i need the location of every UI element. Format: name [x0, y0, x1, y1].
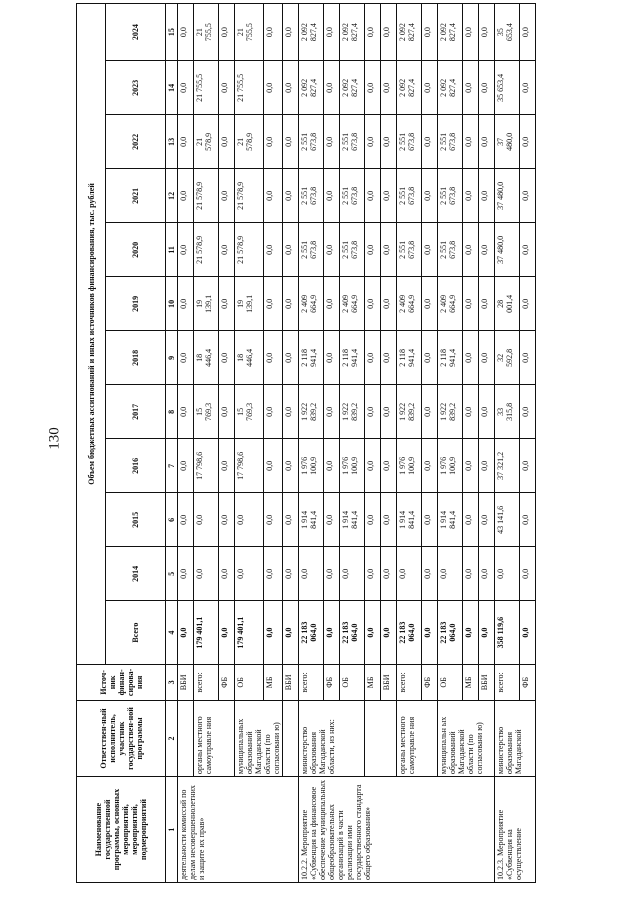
year-value-cell: 0,0 — [219, 169, 235, 223]
year-value-cell: 33 315,8 — [495, 385, 520, 439]
year-value-cell: 0,0 — [381, 331, 397, 385]
year-value-cell: 2 092 827,4 — [299, 4, 324, 61]
year-value-cell: 0,0 — [381, 439, 397, 493]
total-cell: 0,0 — [381, 601, 397, 665]
year-value-cell: 0,0 — [381, 277, 397, 331]
year-value-cell: 0,0 — [235, 547, 264, 601]
year-value-cell: 0,0 — [264, 223, 283, 277]
table-row — [495, 4, 520, 883]
year-header: 2022 — [106, 115, 166, 169]
year-value-cell: 0,0 — [324, 493, 340, 547]
year-value-cell: 21 578,9 — [194, 115, 219, 169]
column-index: 3 — [166, 664, 178, 700]
year-value-cell: 0,0 — [479, 115, 495, 169]
column-index: 15 — [166, 4, 178, 61]
year-value-cell: 0,0 — [219, 223, 235, 277]
year-value-cell: 1 922 839,2 — [299, 385, 324, 439]
year-value-cell: 2 409 664,9 — [438, 277, 463, 331]
year-value-cell: 1 914 841,4 — [438, 493, 463, 547]
col-resp-header: Ответствен-ный исполнитель, участник государствен-ной программы — [77, 700, 166, 776]
year-value-cell: 2 118 941,4 — [340, 331, 365, 385]
total-cell: 0,0 — [324, 601, 340, 665]
responsible-cell — [283, 700, 299, 776]
year-value-cell: 0,0 — [324, 439, 340, 493]
year-value-cell: 0,0 — [219, 277, 235, 331]
source-cell: ФБ — [520, 664, 536, 700]
total-cell: 0,0 — [422, 601, 438, 665]
year-value-cell: 35 653,4 — [495, 61, 520, 115]
year-value-cell: 0,0 — [264, 115, 283, 169]
year-value-cell: 0,0 — [283, 223, 299, 277]
year-value-cell: 0,0 — [264, 61, 283, 115]
table-row — [365, 4, 381, 883]
column-index: 10 — [166, 277, 178, 331]
column-index: 11 — [166, 223, 178, 277]
year-value-cell: 0,0 — [283, 385, 299, 439]
year-value-cell: 0,0 — [463, 385, 479, 439]
year-header: 2015 — [106, 493, 166, 547]
year-value-cell: 0,0 — [520, 115, 536, 169]
year-value-cell: 2 118 941,4 — [397, 331, 422, 385]
year-value-cell: 0,0 — [264, 439, 283, 493]
year-value-cell: 0,0 — [178, 115, 194, 169]
year-value-cell: 2 551 673,8 — [340, 223, 365, 277]
source-cell: всего: — [194, 664, 219, 700]
year-value-cell: 0,0 — [463, 547, 479, 601]
total-cell: 0,0 — [264, 601, 283, 665]
year-value-cell: 17 798,6 — [194, 439, 219, 493]
table-row — [194, 4, 219, 883]
year-value-cell: 17 798,6 — [235, 439, 264, 493]
total-cell: 22 183 064,0 — [438, 601, 463, 665]
source-cell: ФБ — [324, 664, 340, 700]
year-value-cell: 0,0 — [520, 439, 536, 493]
table-row — [235, 4, 264, 883]
year-value-cell: 0,0 — [479, 277, 495, 331]
column-index: 9 — [166, 331, 178, 385]
year-value-cell: 0,0 — [463, 277, 479, 331]
year-value-cell: 0,0 — [365, 331, 381, 385]
year-value-cell: 0,0 — [397, 547, 422, 601]
year-value-cell: 1 914 841,4 — [397, 493, 422, 547]
year-value-cell: 2 409 664,9 — [340, 277, 365, 331]
year-value-cell: 0,0 — [365, 223, 381, 277]
year-value-cell: 1 914 841,4 — [299, 493, 324, 547]
year-value-cell: 0,0 — [283, 277, 299, 331]
year-value-cell: 0,0 — [479, 385, 495, 439]
year-value-cell: 0,0 — [219, 115, 235, 169]
year-value-cell: 0,0 — [324, 115, 340, 169]
source-cell: МБ — [365, 664, 381, 700]
year-value-cell: 1 922 839,2 — [340, 385, 365, 439]
year-value-cell: 21 578,9 — [235, 115, 264, 169]
responsible-cell: министерство образования Магаданской — [495, 700, 536, 776]
year-value-cell: 37 480,0 — [495, 115, 520, 169]
year-value-cell: 0,0 — [324, 385, 340, 439]
year-header: 2016 — [106, 439, 166, 493]
funding-table — [76, 3, 536, 883]
year-value-cell: 0,0 — [422, 4, 438, 61]
source-cell: ОБ — [235, 664, 264, 700]
year-value-cell: 0,0 — [219, 331, 235, 385]
column-index: 12 — [166, 169, 178, 223]
year-value-cell: 0,0 — [422, 493, 438, 547]
responsible-cell: муниципальных образований Магаданской области (по согласовани ю) — [235, 700, 283, 776]
year-value-cell: 0,0 — [365, 385, 381, 439]
year-value-cell: 0,0 — [520, 277, 536, 331]
year-value-cell: 2 092 827,4 — [340, 4, 365, 61]
year-value-cell: 0,0 — [283, 61, 299, 115]
responsible-cell: министерство образования Магаданской области, из них: — [299, 700, 365, 776]
year-value-cell: 2 118 941,4 — [299, 331, 324, 385]
year-header: 2021 — [106, 169, 166, 223]
year-value-cell: 0,0 — [264, 385, 283, 439]
source-cell: всего: — [397, 664, 422, 700]
year-value-cell: 0,0 — [219, 385, 235, 439]
year-value-cell: 0,0 — [422, 547, 438, 601]
year-value-cell: 0,0 — [178, 331, 194, 385]
year-value-cell: 0,0 — [463, 493, 479, 547]
year-value-cell: 0,0 — [463, 61, 479, 115]
year-value-cell: 0,0 — [178, 223, 194, 277]
year-value-cell: 0,0 — [422, 277, 438, 331]
responsible-cell: муниципальн ых образований Магаданской области (по согласовани ю) — [438, 700, 495, 776]
year-value-cell: 32 592,8 — [495, 331, 520, 385]
year-value-cell: 2 092 827,4 — [299, 61, 324, 115]
year-value-cell: 0,0 — [463, 4, 479, 61]
year-value-cell: 21 578,9 — [235, 223, 264, 277]
year-value-cell: 21 755,5 — [235, 4, 264, 61]
year-value-cell: 0,0 — [479, 61, 495, 115]
year-value-cell: 0,0 — [283, 169, 299, 223]
col-src-header: Источ-ник финан-сирова-ния — [77, 664, 166, 700]
year-header: 2019 — [106, 277, 166, 331]
year-value-cell: 2 118 941,4 — [438, 331, 463, 385]
year-value-cell: 0,0 — [340, 547, 365, 601]
year-value-cell: 0,0 — [365, 115, 381, 169]
year-header: 2017 — [106, 385, 166, 439]
year-value-cell: 0,0 — [381, 61, 397, 115]
year-value-cell: 0,0 — [365, 277, 381, 331]
table-row — [283, 4, 299, 883]
year-value-cell: 0,0 — [463, 115, 479, 169]
year-value-cell: 0,0 — [324, 547, 340, 601]
year-value-cell: 37 321,2 — [495, 439, 520, 493]
year-value-cell: 2 551 673,8 — [438, 223, 463, 277]
column-index: 6 — [166, 493, 178, 547]
year-value-cell: 1 922 839,2 — [438, 385, 463, 439]
source-cell: всего: — [495, 664, 520, 700]
year-value-cell: 1 976 100,9 — [438, 439, 463, 493]
year-value-cell: 2 551 673,8 — [340, 115, 365, 169]
year-value-cell: 0,0 — [520, 385, 536, 439]
year-value-cell: 2 551 673,8 — [397, 115, 422, 169]
column-index: 4 — [166, 601, 178, 665]
year-value-cell: 0,0 — [520, 331, 536, 385]
column-index: 5 — [166, 547, 178, 601]
year-value-cell: 21 578,9 — [194, 223, 219, 277]
year-value-cell: 0,0 — [479, 223, 495, 277]
year-value-cell: 0,0 — [178, 385, 194, 439]
column-index: 13 — [166, 115, 178, 169]
year-value-cell: 2 551 673,8 — [438, 169, 463, 223]
year-value-cell: 0,0 — [422, 169, 438, 223]
total-cell: 22 183 064,0 — [299, 601, 324, 665]
year-value-cell: 0,0 — [219, 61, 235, 115]
total-cell: 179 401,1 — [194, 601, 219, 665]
year-value-cell: 0,0 — [324, 61, 340, 115]
year-value-cell: 21 578,9 — [235, 169, 264, 223]
source-cell: ВБИ — [283, 664, 299, 700]
year-value-cell: 0,0 — [178, 169, 194, 223]
year-value-cell: 0,0 — [283, 547, 299, 601]
year-value-cell: 0,0 — [520, 493, 536, 547]
year-value-cell: 0,0 — [438, 547, 463, 601]
year-value-cell: 0,0 — [264, 277, 283, 331]
table-row — [299, 4, 324, 883]
year-value-cell: 1 976 100,9 — [299, 439, 324, 493]
total-cell: 0,0 — [463, 601, 479, 665]
year-value-cell: 0,0 — [422, 331, 438, 385]
year-value-cell: 0,0 — [422, 115, 438, 169]
year-value-cell: 0,0 — [264, 493, 283, 547]
year-value-cell: 0,0 — [381, 115, 397, 169]
column-index: 14 — [166, 61, 178, 115]
year-value-cell: 1 976 100,9 — [397, 439, 422, 493]
year-value-cell: 1 922 839,2 — [397, 385, 422, 439]
year-value-cell: 0,0 — [479, 439, 495, 493]
year-value-cell: 0,0 — [520, 547, 536, 601]
year-value-cell: 0,0 — [422, 439, 438, 493]
program-name-cell: 10.2.2. Мероприятие «Субвенция на финансовое обеспечение муниципальных общеобразовательных организаций в части реализации ими государственного стандарта общего образования» — [299, 777, 495, 883]
year-value-cell: 2 551 673,8 — [299, 169, 324, 223]
year-value-cell: 0,0 — [365, 4, 381, 61]
year-value-cell: 0,0 — [324, 223, 340, 277]
year-value-cell: 0,0 — [381, 547, 397, 601]
year-value-cell: 2 092 827,4 — [438, 61, 463, 115]
year-value-cell: 15 769,3 — [235, 385, 264, 439]
total-cell: 179 401,1 — [235, 601, 264, 665]
year-value-cell: 19 139,1 — [235, 277, 264, 331]
year-value-cell: 0,0 — [194, 493, 219, 547]
year-value-cell: 0,0 — [178, 547, 194, 601]
year-value-cell: 0,0 — [463, 169, 479, 223]
year-value-cell: 18 446,4 — [194, 331, 219, 385]
year-value-cell: 0,0 — [178, 277, 194, 331]
year-value-cell: 37 480,0 — [495, 169, 520, 223]
col-total-header: Всего — [106, 601, 166, 665]
source-cell: ФБ — [422, 664, 438, 700]
year-value-cell: 0,0 — [365, 169, 381, 223]
year-value-cell: 0,0 — [219, 493, 235, 547]
year-value-cell: 0,0 — [422, 385, 438, 439]
year-header: 2024 — [106, 4, 166, 61]
year-value-cell: 2 092 827,4 — [397, 61, 422, 115]
year-value-cell: 37 480,0 — [495, 223, 520, 277]
year-value-cell: 0,0 — [381, 4, 397, 61]
col-name-header: Наименование государственной программы, основных мероприятий, мероприятий, подмероприятий — [77, 777, 166, 883]
funding-group-header: Объем бюджетных ассигнований и иных источников финансирования, тыс. рублей — [77, 4, 106, 665]
year-value-cell: 0,0 — [324, 4, 340, 61]
year-value-cell: 0,0 — [264, 169, 283, 223]
program-name-cell: 10.2.3. Мероприятие «Субвенция на осуществление — [495, 777, 536, 883]
year-value-cell: 19 139,1 — [194, 277, 219, 331]
year-header: 2014 — [106, 547, 166, 601]
year-value-cell: 0,0 — [324, 169, 340, 223]
total-cell: 0,0 — [520, 601, 536, 665]
year-value-cell: 0,0 — [324, 331, 340, 385]
year-header: 2023 — [106, 61, 166, 115]
source-cell: ВБИ — [381, 664, 397, 700]
year-value-cell: 0,0 — [283, 439, 299, 493]
column-index: 2 — [166, 700, 178, 776]
total-cell: 22 183 064,0 — [397, 601, 422, 665]
year-value-cell: 0,0 — [219, 547, 235, 601]
column-index: 1 — [166, 777, 178, 883]
year-value-cell: 2 409 664,9 — [397, 277, 422, 331]
rotated-table-wrapper — [76, 3, 640, 883]
year-value-cell: 0,0 — [463, 331, 479, 385]
year-value-cell: 0,0 — [283, 4, 299, 61]
year-value-cell: 0,0 — [324, 277, 340, 331]
year-value-cell: 43 141,6 — [495, 493, 520, 547]
year-value-cell: 21 755,5 — [194, 4, 219, 61]
year-value-cell: 0,0 — [264, 547, 283, 601]
year-value-cell: 0,0 — [365, 61, 381, 115]
year-value-cell: 0,0 — [365, 547, 381, 601]
table-row — [178, 4, 194, 883]
year-value-cell: 0,0 — [520, 223, 536, 277]
responsible-cell — [178, 700, 194, 776]
year-value-cell: 0,0 — [381, 169, 397, 223]
year-value-cell: 0,0 — [365, 493, 381, 547]
year-value-cell: 0,0 — [479, 547, 495, 601]
source-cell: МБ — [463, 664, 479, 700]
year-value-cell: 0,0 — [381, 223, 397, 277]
year-value-cell: 0,0 — [463, 439, 479, 493]
source-cell: ФБ — [219, 664, 235, 700]
responsible-cell — [365, 700, 397, 776]
total-cell: 0,0 — [365, 601, 381, 665]
responsible-cell: органы местного самоуправле ния — [194, 700, 235, 776]
table-body — [178, 4, 536, 883]
year-value-cell: 2 551 673,8 — [340, 169, 365, 223]
source-cell: МБ — [264, 664, 283, 700]
source-cell: ОБ — [340, 664, 365, 700]
year-value-cell: 2 092 827,4 — [340, 61, 365, 115]
program-name-cell: деятельности комиссий по делам несовершеннолетних и защите их прав» — [178, 777, 299, 883]
year-value-cell: 2 551 673,8 — [299, 115, 324, 169]
year-value-cell: 0,0 — [479, 331, 495, 385]
year-value-cell: 0,0 — [219, 439, 235, 493]
year-value-cell: 0,0 — [264, 4, 283, 61]
year-value-cell: 0,0 — [422, 223, 438, 277]
year-value-cell: 0,0 — [381, 493, 397, 547]
year-value-cell: 21 755,5 — [194, 61, 219, 115]
year-value-cell: 15 769,3 — [194, 385, 219, 439]
year-value-cell: 0,0 — [520, 4, 536, 61]
total-cell: 358 119,6 — [495, 601, 520, 665]
year-value-cell: 0,0 — [283, 493, 299, 547]
year-value-cell: 0,0 — [463, 223, 479, 277]
year-value-cell: 0,0 — [178, 61, 194, 115]
total-cell: 0,0 — [178, 601, 194, 665]
year-value-cell: 2 409 664,9 — [299, 277, 324, 331]
year-value-cell: 0,0 — [479, 493, 495, 547]
column-index: 7 — [166, 439, 178, 493]
total-cell: 0,0 — [479, 601, 495, 665]
year-value-cell: 0,0 — [264, 331, 283, 385]
year-value-cell: 28 001,4 — [495, 277, 520, 331]
year-value-cell: 0,0 — [178, 439, 194, 493]
year-value-cell: 18 446,4 — [235, 331, 264, 385]
year-value-cell: 21 578,9 — [194, 169, 219, 223]
year-value-cell: 0,0 — [178, 493, 194, 547]
year-value-cell: 0,0 — [422, 61, 438, 115]
source-cell: всего: — [299, 664, 324, 700]
table-row — [397, 4, 422, 883]
year-value-cell: 1 914 841,4 — [340, 493, 365, 547]
total-cell: 0,0 — [219, 601, 235, 665]
year-value-cell: 0,0 — [283, 331, 299, 385]
year-value-cell: 2 551 673,8 — [397, 223, 422, 277]
year-value-cell: 0,0 — [381, 385, 397, 439]
total-cell: 22 183 064,0 — [340, 601, 365, 665]
year-value-cell: 21 755,5 — [235, 61, 264, 115]
year-value-cell: 0,0 — [520, 61, 536, 115]
year-value-cell: 35 653,4 — [495, 4, 520, 61]
year-value-cell: 0,0 — [178, 4, 194, 61]
year-value-cell: 2 092 827,4 — [397, 4, 422, 61]
responsible-cell: органы местного самоуправле ния — [397, 700, 438, 776]
year-value-cell: 0,0 — [235, 493, 264, 547]
year-value-cell: 1 976 100,9 — [340, 439, 365, 493]
year-value-cell: 2 551 673,8 — [397, 169, 422, 223]
table-row — [438, 4, 463, 883]
year-value-cell: 2 551 673,8 — [438, 115, 463, 169]
page-number: 130 — [46, 427, 63, 450]
year-header: 2020 — [106, 223, 166, 277]
total-cell: 0,0 — [283, 601, 299, 665]
year-value-cell: 0,0 — [194, 547, 219, 601]
source-cell: ВБИ — [479, 664, 495, 700]
year-value-cell: 2 092 827,4 — [438, 4, 463, 61]
year-value-cell: 0,0 — [479, 169, 495, 223]
year-value-cell: 0,0 — [495, 547, 520, 601]
year-value-cell: 2 551 673,8 — [299, 223, 324, 277]
year-header: 2018 — [106, 331, 166, 385]
year-value-cell: 0,0 — [283, 115, 299, 169]
year-value-cell: 0,0 — [299, 547, 324, 601]
source-cell: ВБИ — [178, 664, 194, 700]
year-value-cell: 0,0 — [219, 4, 235, 61]
source-cell: ОБ — [438, 664, 463, 700]
column-index: 8 — [166, 385, 178, 439]
year-value-cell: 0,0 — [365, 439, 381, 493]
year-value-cell: 0,0 — [479, 4, 495, 61]
year-value-cell: 0,0 — [520, 169, 536, 223]
